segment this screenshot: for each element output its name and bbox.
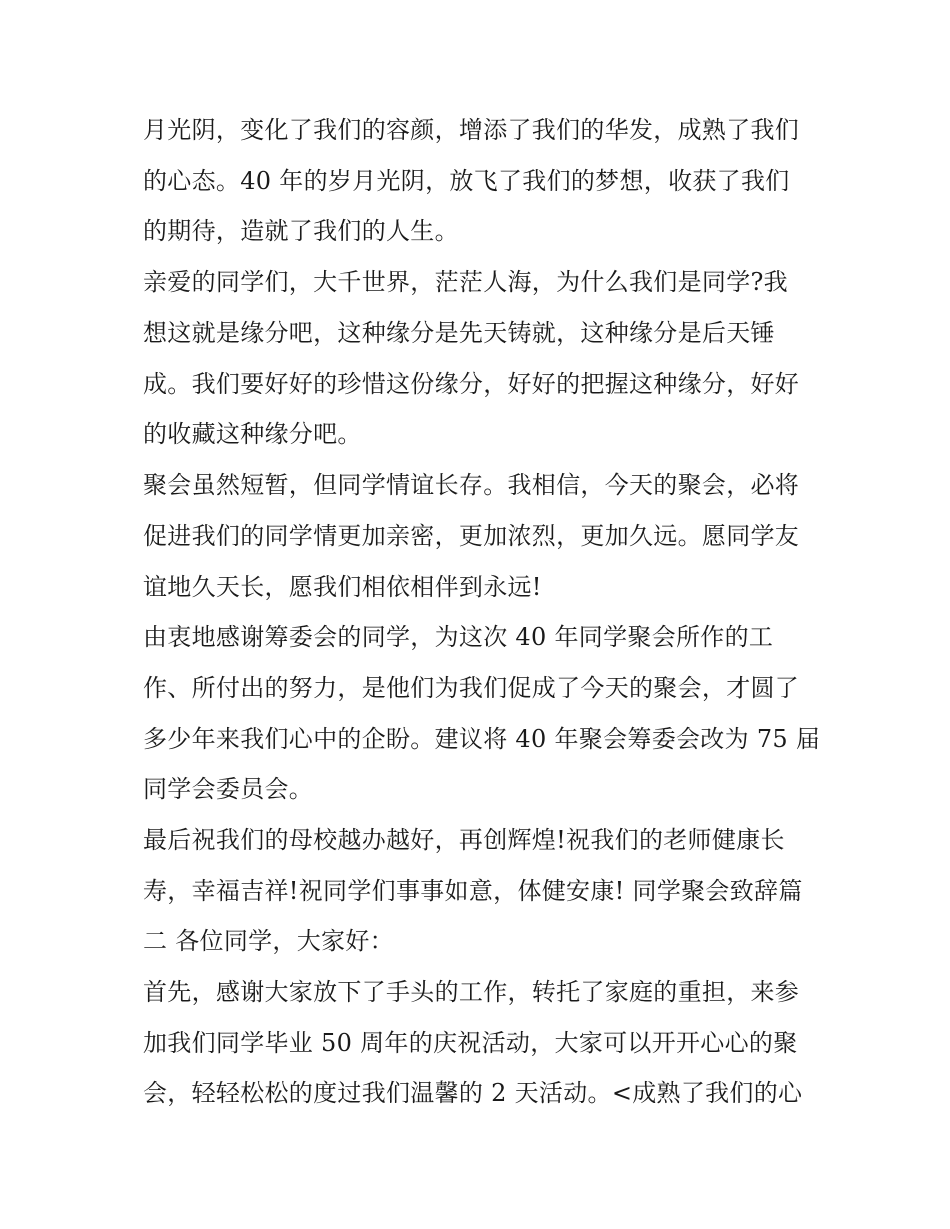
text-line: 促进我们的同学情更加亲密，更加浓烈，更加久远。愿同学友 — [143, 522, 800, 550]
text-line: 成。我们要好好的珍惜这份缘分，好好的把握这种缘分，好好 — [143, 370, 800, 398]
text-line: 多少年来我们心中的企盼。建议将 40 年聚会筹委会改为 75 届 — [143, 725, 821, 753]
text-line: 最后祝我们的母校越办越好，再创辉煌!祝我们的老师健康长 — [143, 826, 785, 854]
text-line: 同学会委员会。 — [143, 775, 314, 803]
text-line: 二 各位同学，大家好： — [143, 927, 394, 955]
text-line: 谊地久天长，愿我们相依相伴到永远! — [143, 573, 542, 601]
text-line: 的心态。40 年的岁月光阴，放飞了我们的梦想，收获了我们 — [143, 167, 790, 195]
text-line: 聚会虽然短暂，但同学情谊长存。我相信，今天的聚会，必将 — [143, 471, 800, 499]
text-line: 的期待，造就了我们的人生。 — [143, 217, 459, 245]
text-line: 亲爱的同学们，大千世界，茫茫人海，为什么我们是同学?我 — [143, 268, 788, 296]
text-line: 加我们同学毕业 50 周年的庆祝活动，大家可以开开心心的聚 — [143, 1029, 798, 1057]
text-line: 月光阴，变化了我们的容颜，增添了我们的华发，成熟了我们 — [143, 116, 800, 144]
text-line: 的收藏这种缘分吧。 — [143, 420, 362, 448]
text-line: 想这就是缘分吧，这种缘分是先天铸就，这种缘分是后天锤 — [143, 319, 775, 347]
text-line: 会，轻轻松松的度过我们温馨的 2 天活动。<成熟了我们的心 — [143, 1079, 803, 1107]
text-line: 由衷地感谢筹委会的同学，为这次 40 年同学聚会所作的工 — [143, 623, 774, 651]
text-line: 首先，感谢大家放下了手头的工作，转托了家庭的重担，来参 — [143, 978, 800, 1006]
text-line: 作、所付出的努力，是他们为我们促成了今天的聚会，才圆了 — [143, 674, 800, 702]
text-line: 寿，幸福吉祥!祝同学们事事如意，体健安康! 同学聚会致辞篇 — [143, 877, 803, 905]
